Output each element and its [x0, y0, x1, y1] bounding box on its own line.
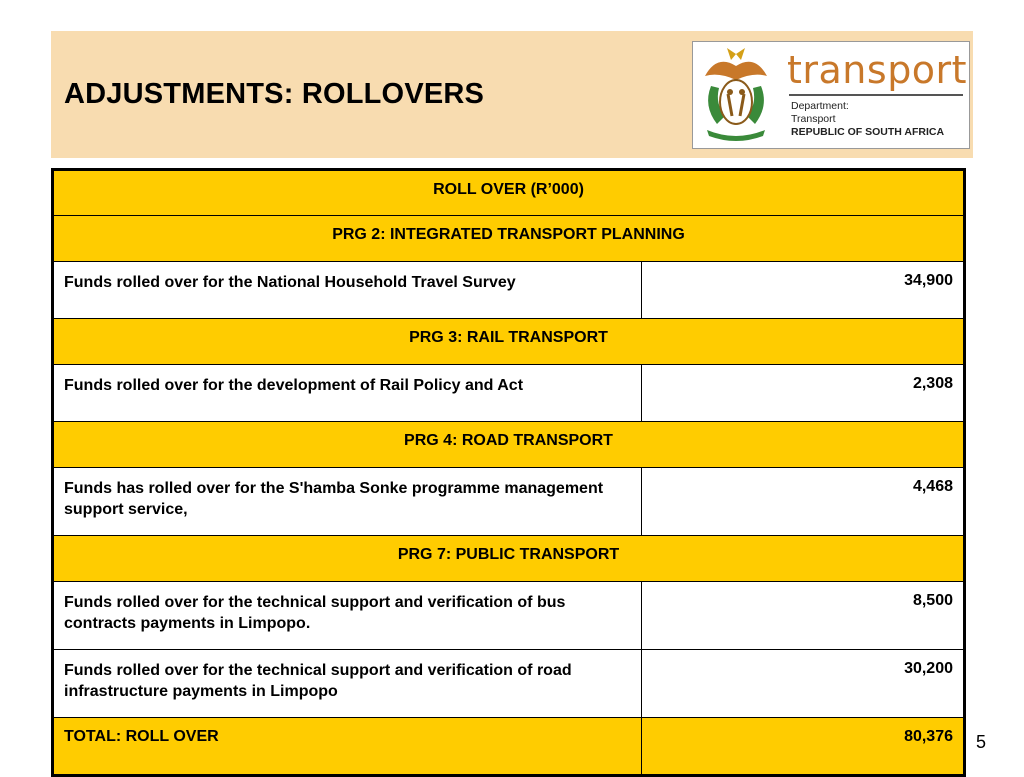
item-amount: 34,900 — [642, 262, 965, 319]
section-heading: PRG 7: PUBLIC TRANSPORT — [53, 536, 965, 582]
logo-department-name: Transport — [791, 113, 836, 125]
item-amount: 30,200 — [642, 650, 965, 718]
table-row — [53, 650, 965, 718]
section-heading: PRG 2: INTEGRATED TRANSPORT PLANNING — [53, 216, 965, 262]
table-row — [53, 365, 965, 422]
section-header-row — [53, 536, 965, 582]
logo-divider — [789, 94, 963, 96]
section-heading: PRG 3: RAIL TRANSPORT — [53, 319, 965, 365]
item-amount: 4,468 — [642, 468, 965, 536]
table-row — [53, 582, 965, 650]
item-description: Funds rolled over for the development of Rail Policy and Act — [53, 365, 642, 422]
table-row — [53, 262, 965, 319]
table-title-row — [53, 170, 965, 216]
total-row — [53, 718, 965, 776]
section-header-row — [53, 422, 965, 468]
table-row — [53, 468, 965, 536]
item-description: Funds has rolled over for the S'hamba Sonke programme management support service, — [53, 468, 642, 536]
table-title: ROLL OVER (R’000) — [53, 170, 965, 216]
logo-department-label: Department: — [791, 100, 849, 112]
item-amount: 8,500 — [642, 582, 965, 650]
item-amount: 2,308 — [642, 365, 965, 422]
item-description: Funds rolled over for the National Household Travel Survey — [53, 262, 642, 319]
section-header-row — [53, 216, 965, 262]
total-amount: 80,376 — [642, 718, 965, 776]
page-number: 5 — [976, 732, 987, 752]
section-header-row — [53, 319, 965, 365]
logo-wordmark: transport — [787, 48, 968, 92]
rollover-table — [51, 168, 966, 777]
item-description: Funds rolled over for the technical support and verification of bus contracts payments in Limpopo. — [53, 582, 642, 650]
department-logo — [692, 41, 970, 149]
item-description: Funds rolled over for the technical support and verification of road infrastructure payments in Limpopo — [53, 650, 642, 718]
logo-country: REPUBLIC OF SOUTH AFRICA — [791, 126, 945, 138]
section-heading: PRG 4: ROAD TRANSPORT — [53, 422, 965, 468]
coat-of-arms-icon — [697, 46, 775, 144]
slide-title: ADJUSTMENTS: ROLLOVERS — [64, 78, 485, 110]
total-label: TOTAL: ROLL OVER — [53, 718, 642, 776]
